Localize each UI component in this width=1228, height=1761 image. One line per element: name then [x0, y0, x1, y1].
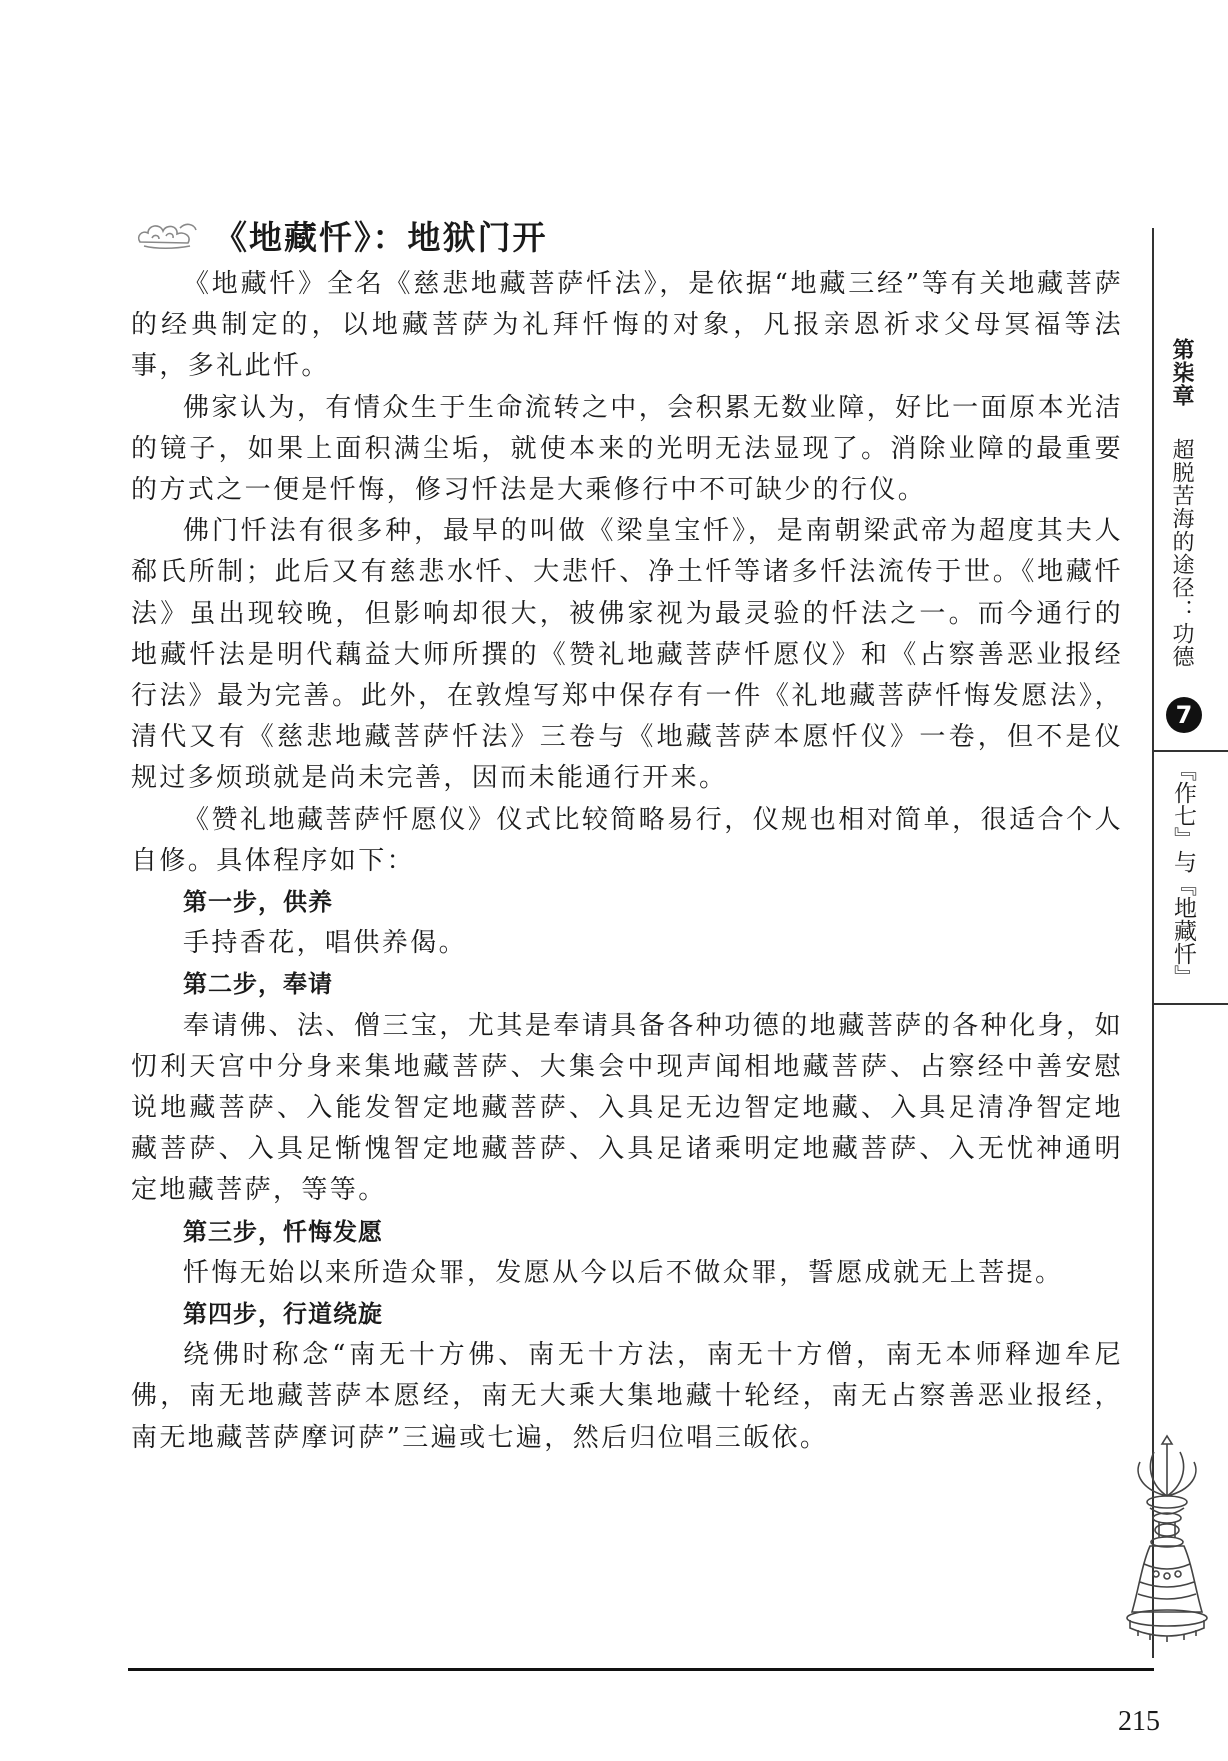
- sidebar-divider: [1152, 750, 1228, 752]
- chapter-number-badge: 7: [1166, 697, 1202, 733]
- paragraph: 《赞礼地藏菩萨忏愿仪》仪式比较简略易行，仪规也相对简单，很适合个人自修。具体程序如下：: [131, 804, 1123, 876]
- sidebar-divider: [1152, 1003, 1228, 1005]
- step-heading: 第二步，奉请: [183, 970, 333, 999]
- paragraph: 《地藏忏》全名《慈悲地藏菩萨忏法》，是依据“地藏三经”等有关地藏菩萨的经典制定的，以地藏菩萨为礼拜忏悔的对象，凡报亲恩祈求父母冥福等法事，多礼此忏。: [131, 269, 1123, 382]
- vajra-bell-icon: [1112, 1434, 1222, 1656]
- section-title: 《地藏忏》：地狱门开: [214, 218, 548, 257]
- sidebar-topic: 『作七』与『地藏忏』: [1170, 758, 1196, 988]
- paragraph: 佛门忏法有很多种，最早的叫做《梁皇宝忏》，是南朝梁武帝为超度其夫人郗氏所制；此后又有慈悲水忏、大悲忏、净土忏等诸多忏法流传于世。《地藏忏法》虽出现较晚，但影响却很大，被佛家视为最灵验的忏法之一。而今通行的地藏忏法是明代藕益大师所撰的《赞礼地藏菩萨忏愿仪》和《占察善恶业报经行法》最为完善。此外，在敦煌写郑中保存有一件《礼地藏菩萨忏悔发愿法》，清代又有《慈悲地藏菩萨忏法》三卷与《地藏菩萨本愿忏仪》一卷，但不是仪规过多烦琐就是尚未完善，因而未能通行开来。: [131, 516, 1123, 794]
- auspicious-cloud-icon: [134, 216, 200, 250]
- sidebar-chapter-subtitle: 超脱苦海的途径：功德: [1169, 438, 1194, 668]
- step-text: 绕佛时称念“南无十方佛、南无十方法，南无十方僧，南无本师释迦牟尼佛，南无地藏菩萨本愿经，南无大乘大集地藏十轮经，南无占察善恶业报经，南无地藏菩萨摩诃萨”三遍或七遍，然后归位唱三皈依。: [131, 1340, 1123, 1453]
- step-text: 手持香花，唱供养偈。: [183, 928, 468, 959]
- sidebar-chapter-label: 第柒章: [1169, 338, 1194, 407]
- step-heading: 第四步，行道绕旋: [183, 1300, 383, 1329]
- footer-rule: [128, 1668, 1154, 1671]
- step-text: 忏悔无始以来所造众罪，发愿从今以后不做众罪，誓愿成就无上菩提。: [183, 1257, 1064, 1288]
- step-text: 奉请佛、法、僧三宝，尤其是奉请具备各种功德的地藏菩萨的各种化身，如忉利天宫中分身来集地藏菩萨、大集会中现声闻相地藏菩萨、占察经中善安慰说地藏菩萨、入能发智定地藏菩萨、入具足无边智定地藏、入具足清净智定地藏菩萨、入具足惭愧智定地藏菩萨、入具足诸乘明定地藏菩萨、入无忧神通明定地藏菩萨，等等。: [131, 1010, 1123, 1206]
- paragraph: 佛家认为，有情众生于生命流转之中，会积累无数业障，好比一面原本光洁的镜子，如果上面积满尘垢，就使本来的光明无法显现了。消除业障的最重要的方式之一便是忏悔，修习忏法是大乘修行中不可缺少的行仪。: [131, 392, 1123, 506]
- page-number: 215: [1118, 1706, 1160, 1737]
- step-heading: 第一步，供养: [183, 888, 333, 917]
- step-heading: 第三步，忏悔发愿: [183, 1217, 383, 1246]
- body-text: [131, 264, 1123, 1459]
